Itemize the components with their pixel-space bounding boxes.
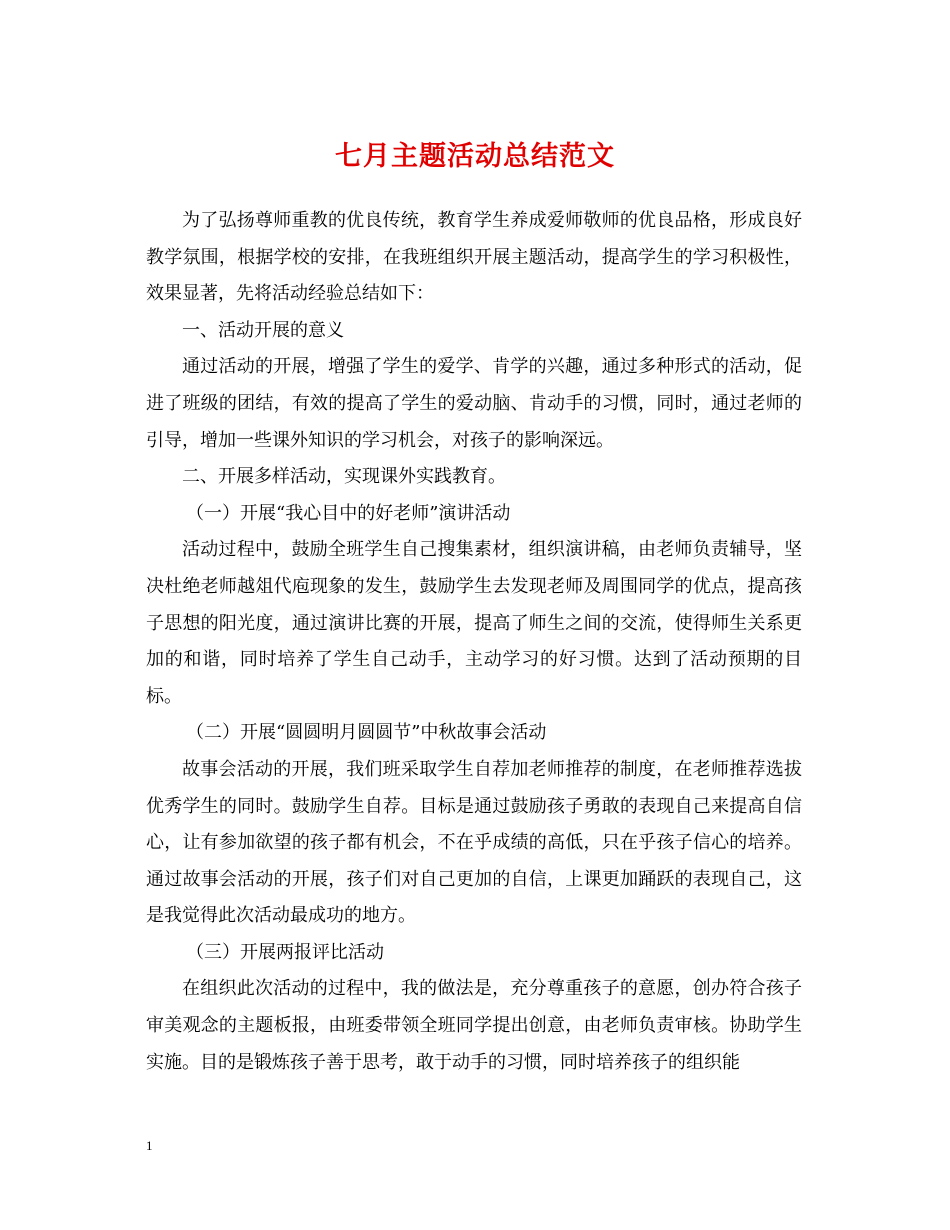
intro-paragraph: 为了弘扬尊师重教的优良传统，教育学生养成爱师敬师的优良品格，形成良好教学氛围，根据学校的安排，在我班组织开展主题活动，提高学生的学习积极性，效果显著，先将活动经验总结如下： xyxy=(146,210,802,305)
section-heading-1: 一、活动开展的意义 xyxy=(182,319,344,341)
subsection-2-paragraph: 故事会活动的开展，我们班采取学生自荐加老师推荐的制度，在老师推荐选拔优秀学生的同时。鼓励学生自荐。目标是通过鼓励孩子勇敢的表现自己来提高自信心，让有参加欲望的孩子都有机会，不在乎成绩的高低，只在乎孩子信心的培养。通过故事会活动的开展，孩子们对自己更加的自信，上课更加踊跃的表现自己，这是我觉得此次活动最成功的地方。 xyxy=(146,758,802,927)
document-body xyxy=(146,203,802,1081)
subsection-3-paragraph: 在组织此次活动的过程中，我的做法是，充分尊重孩子的意愿，创办符合孩子审美观念的主题板报，由班委带领全班同学提出创意，由老师负责审核。协助学生实施。目的是锻炼孩子善于思考，敢于动手的习惯，同时培养孩子的组织能 xyxy=(146,978,802,1073)
subsection-heading-1: （一）开展“我心目中的好老师”演讲活动 xyxy=(186,502,511,524)
section-1-paragraph: 通过活动的开展，增强了学生的爱学、肯学的兴趣，通过多种形式的活动，促进了班级的团结，有效的提高了学生的爱动脑、肯动手的习惯，同时，通过老师的引导，增加一些课外知识的学习机会，对孩子的影响深远。 xyxy=(146,356,802,451)
page-number: 1 xyxy=(146,1138,153,1153)
section-heading-2: 二、开展多样活动，实现课外实践教育。 xyxy=(182,466,506,488)
document-title: 七月主题活动总结范文 xyxy=(335,141,615,172)
subsection-heading-2: （二）开展“圆圆明月圆圆节”中秋故事会活动 xyxy=(186,722,547,744)
subsection-1-paragraph: 活动过程中，鼓励全班学生自己搜集素材，组织演讲稿，由老师负责辅导，坚决杜绝老师越俎代庖现象的发生，鼓励学生去发现老师及周围同学的优点，提高孩子思想的阳光度，通过演讲比赛的开展，提高了师生之间的交流，使得师生关系更加的和谐，同时培养了学生自己动手，主动学习的好习惯。达到了活动预期的目标。 xyxy=(146,539,802,707)
subsection-heading-3: （三）开展两报评比活动 xyxy=(186,941,384,963)
